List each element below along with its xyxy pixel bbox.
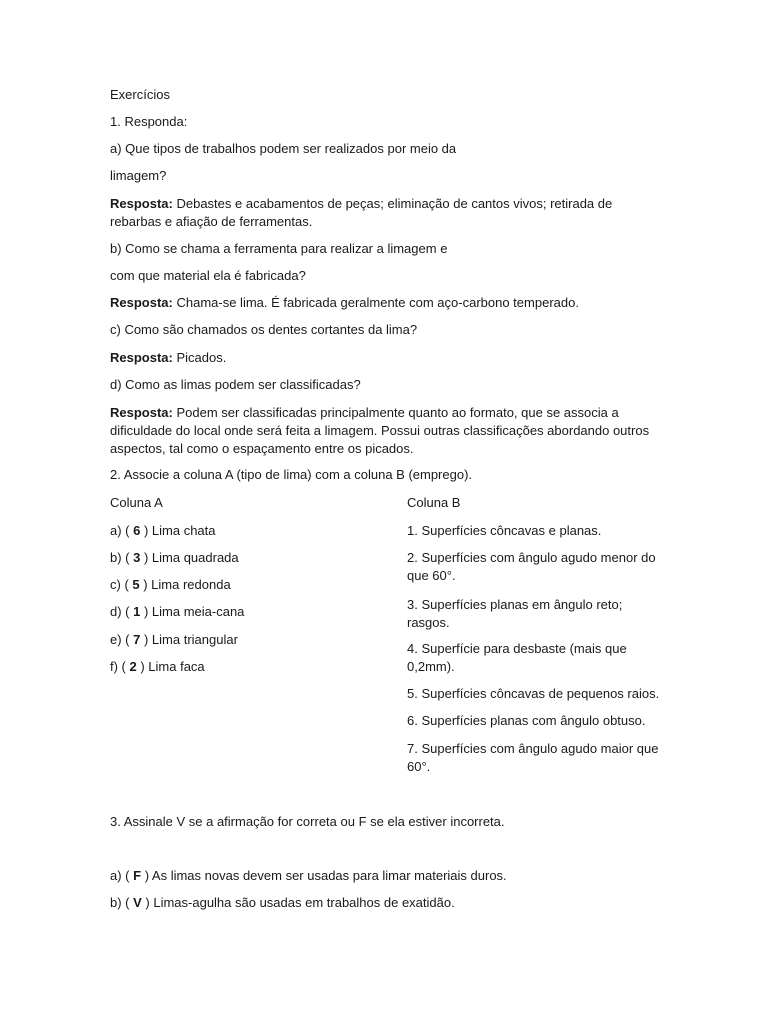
column-b-item: 4. Superfície para desbaste (mais que 0,2mm). [407,641,627,674]
q1d-answer [110,404,660,458]
q1a-answer [110,195,660,231]
column-b-item: 2. Superfícies com ângulo agudo menor do que 60°. [407,550,656,583]
column-b-item: 5. Superfícies côncavas de pequenos raios. [407,686,660,701]
column-b-item: 6. Superfícies planas com ângulo obtuso. [407,713,646,728]
column-a-title: Coluna A [110,495,163,510]
q1b-question-line2: com que material ela é fabricada? [110,268,306,283]
q1d-question: d) Como as limas podem ser classificadas? [110,377,361,392]
document-title: Exercícios [110,87,170,102]
q1b-answer-text: Chama-se lima. É fabricada geralmente com aço-carbono temperado. [172,295,579,310]
q1a-answer-text: Debastes e acabamentos de peças; eliminação de cantos vivos; retirada de rebarbas e afiação de ferramentas. [110,196,613,229]
q2-heading: 2. Associe a coluna A (tipo de lima) com a coluna B (emprego). [110,467,473,482]
answer-label: Resposta: [110,295,173,310]
q3-heading: 3. Assinale V se a afirmação for correta ou F se ela estiver incorreta. [110,814,505,829]
column-b-item: 1. Superfícies côncavas e planas. [407,523,602,538]
q1c-question: c) Como são chamados os dentes cortantes da lima? [110,322,418,337]
document-page [110,0,660,1024]
q1c-answer-text: Picados. [172,350,227,365]
q3-item: b) ( V ) Limas-agulha são usadas em trabalhos de exatidão. [110,895,455,910]
answer-label: Resposta: [110,196,173,211]
q1b-answer [110,294,660,312]
column-a-item: c) ( 5 ) Lima redonda [110,577,231,592]
q1b-question-line1: b) Como se chama a ferramenta para realizar a limagem e [110,241,448,256]
column-b-item: 3. Superfícies planas em ângulo reto; rasgos. [407,597,623,630]
answer-label: Resposta: [110,405,173,420]
q1-heading: 1. Responda: [110,114,188,129]
column-a-item: e) ( 7 ) Lima triangular [110,632,238,647]
column-a-item: a) ( 6 ) Lima chata [110,523,216,538]
answer-label: Resposta: [110,350,173,365]
column-b-item: 7. Superfícies com ângulo agudo maior que 60°. [407,741,659,774]
q1d-answer-text: Podem ser classificadas principalmente quanto ao formato, que se associa a dificuldade do local onde será feita a limagem. Possui outras classificações abordando outros aspectos, tal como o espaçamento entre os picados. [110,405,650,456]
column-b-title: Coluna B [407,495,461,510]
q1a-question-line1: a) Que tipos de trabalhos podem ser realizados por meio da [110,141,457,156]
q1c-answer [110,349,660,367]
column-a-item: f) ( 2 ) Lima faca [110,659,205,674]
q3-item: a) ( F ) As limas novas devem ser usadas para limar materiais duros. [110,868,507,883]
column-a-item: b) ( 3 ) Lima quadrada [110,550,239,565]
column-a-item: d) ( 1 ) Lima meia-cana [110,604,245,619]
q1a-question-line2: limagem? [110,168,167,183]
